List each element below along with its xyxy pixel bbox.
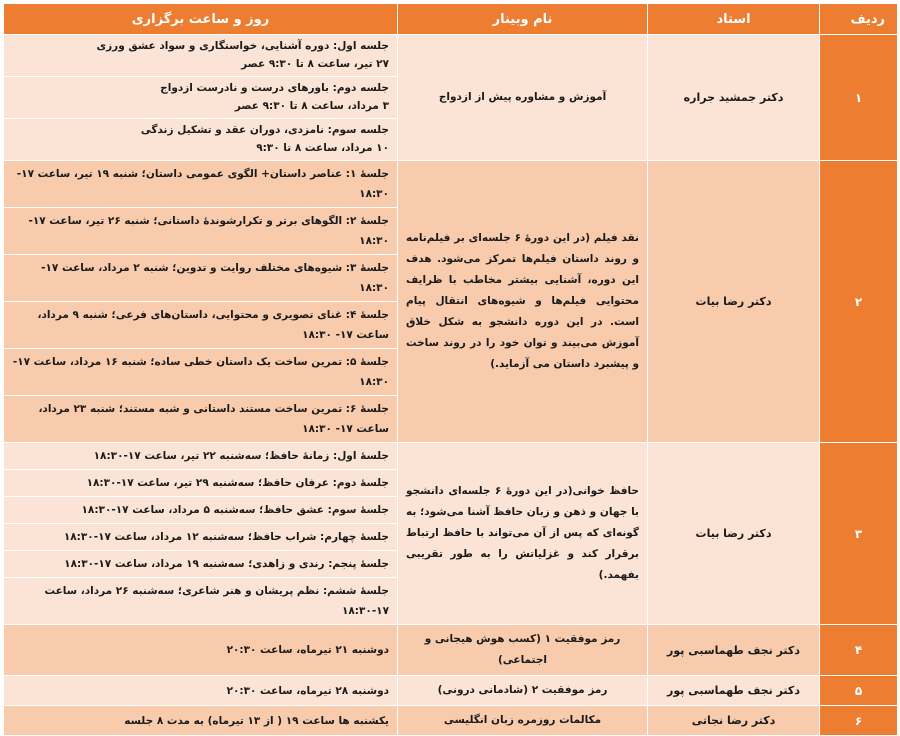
session-list (4, 706, 398, 736)
table-row (4, 706, 898, 736)
session-item: دوشنبه ۲۱ تیرماه، ساعت ۲۰:۳۰ (226, 644, 389, 656)
session-item: جلسۀ ۵: تمرین ساخت یک داستان خطی ساده؛ شنبه ۱۶ مرداد، ساعت ۱۷- ۱۸:۳۰ (4, 348, 397, 395)
teacher-name: دکتر جمشید جراره (648, 35, 820, 161)
table-row (4, 161, 898, 443)
session-item: جلسۀ ۴: غنای تصویری و محتوایی، داستان‌های فرعی؛ شنبه ۹ مرداد، ساعت ۱۷- ۱۸:۳۰ (4, 301, 397, 348)
row-index: ۵ (820, 676, 898, 706)
session-item (4, 35, 397, 76)
session-item: جلسۀ سوم: عشق حافظ؛ سه‌شنبه ۵ مرداد، ساعت ۱۷-۱۸:۳۰ (4, 496, 397, 523)
session-item: جلسۀ چهارم: شراب حافظ؛ سه‌شنبه ۱۲ مرداد، ساعت ۱۷-۱۸:۳۰ (4, 523, 397, 550)
session-time: ۱۰ مرداد، ساعت ۸ تا ۹:۳۰ (256, 141, 389, 154)
teacher-name: دکتر نجف طهماسبی پور (648, 625, 820, 676)
row-index: ۶ (820, 706, 898, 736)
session-title: جلسه اول: دوره آشنایی، خواستگاری و سواد عشق ورزی (96, 40, 389, 52)
row-index: ۱ (820, 35, 898, 161)
session-title: جلسه دوم: باورهای درست و نادرست ازدواج (160, 82, 389, 94)
webinar-title: مکالمات روزمره زبان انگلیسی (398, 706, 648, 736)
webinar-title: آموزش و مشاوره پیش از ازدواج (398, 35, 648, 161)
teacher-name: دکتر نجف طهماسبی پور (648, 676, 820, 706)
session-item: جلسۀ ۳: شیوه‌های مختلف روایت و تدوین؛ شنبه ۲ مرداد، ساعت ۱۷- ۱۸:۳۰ (4, 254, 397, 301)
session-item: جلسۀ اول: زمانۀ حافظ؛ سه‌شنبه ۲۲ تیر، ساعت ۱۷-۱۸:۳۰ (93, 450, 389, 462)
session-item: یکشنبه ها ساعت ۱۹ ( از ۱۳ تیرماه) به مدت ۸ جلسه (124, 714, 389, 727)
session-time: ۳ مرداد، ساعت ۸ تا ۹:۳۰ عصر (234, 99, 389, 112)
row-index: ۴ (820, 625, 898, 676)
table-row (4, 625, 898, 676)
table-header-row (4, 4, 898, 35)
teacher-name: دکتر رضا بیات (648, 443, 820, 625)
session-item: دوشنبه ۲۸ تیرماه، ساعت ۲۰:۳۰ (226, 684, 389, 697)
table-row (4, 35, 898, 161)
webinar-description: حافظ خوانی(در این دورۀ ۶ جلسه‌ای دانشجو با جهان و ذهن و زبان حافظ آشنا می‌شود؛ به گونه‌ای که پس از آن می‌تواند با حافظ ارتباط برقرار کند و غزلیاتش را به طور تقریبی بفهمد.) (398, 443, 648, 625)
table-row (4, 443, 898, 625)
session-list (4, 676, 398, 706)
webinar-title: رمز موفقیت ۱ (کسب هوش هیجانی و اجتماعی) (398, 625, 648, 676)
session-item: جلسۀ پنجم: رندی و زاهدی؛ سه‌شنبه ۱۹ مرداد، ساعت ۱۷-۱۸:۳۰ (4, 550, 397, 577)
session-item: جلسۀ ششم: نظم پریشان و هنر شاعری؛ سه‌شنبه ۲۶ مرداد، ساعت ۱۷-۱۸:۳۰ (4, 577, 397, 624)
session-list (4, 35, 398, 161)
teacher-name: دکتر رضا نجاتی (648, 706, 820, 736)
session-time: ۲۷ تیر، ساعت ۸ تا ۹:۳۰ عصر (241, 57, 389, 70)
header-teacher: استاد (648, 4, 820, 35)
session-item (4, 118, 397, 160)
header-webinar: نام وبینار (398, 4, 648, 35)
session-title: جلسه سوم: نامزدی، دوران عقد و تشکیل زندگی (140, 124, 389, 136)
webinar-schedule-table (3, 3, 898, 736)
table-row (4, 676, 898, 706)
session-item (4, 76, 397, 118)
header-schedule: روز و ساعت برگزاری (4, 4, 398, 35)
session-item: جلسۀ ۱: عناصر داستان+ الگوی عمومی داستان؛ شنبه ۱۹ تیر، ساعت ۱۷- ۱۸:۳۰ (16, 168, 389, 200)
header-index: ردیف (820, 4, 898, 35)
session-list (4, 161, 398, 443)
session-item: جلسۀ ۲: الگوهای برتر و تکرارشوندۀ داستانی؛ شنبه ۲۶ تیر، ساعت ۱۷- ۱۸:۳۰ (4, 207, 397, 254)
session-item: جلسۀ ۶: تمرین ساخت مستند داستانی و شبه مستند؛ شنبه ۲۳ مرداد، ساعت ۱۷- ۱۸:۳۰ (4, 395, 397, 442)
session-item: جلسۀ دوم: عرفان حافظ؛ سه‌شنبه ۲۹ تیر، ساعت ۱۷-۱۸:۳۰ (4, 469, 397, 496)
session-list (4, 443, 398, 625)
row-index: ۲ (820, 161, 898, 443)
row-index: ۳ (820, 443, 898, 625)
teacher-name: دکتر رضا بیات (648, 161, 820, 443)
session-list (4, 625, 398, 676)
webinar-title: رمز موفقیت ۲ (شادمانی درونی) (398, 676, 648, 706)
webinar-description: نقد فیلم (در این دورۀ ۶ جلسه‌ای بر فیلم‌نامه و روند داستان فیلم‌ها تمرکز می‌شود. هدف این دوره، آشنایی بیشتر مخاطب با ظرایف محتوایی فیلم‌ها و شیوه‌های انتقال پیام است. در این دوره دانشجو به شکل خلاق آموزش می‌بیند و توان خود را در روند ساخت و پیشبرد داستان می آزماید.) (398, 161, 648, 443)
